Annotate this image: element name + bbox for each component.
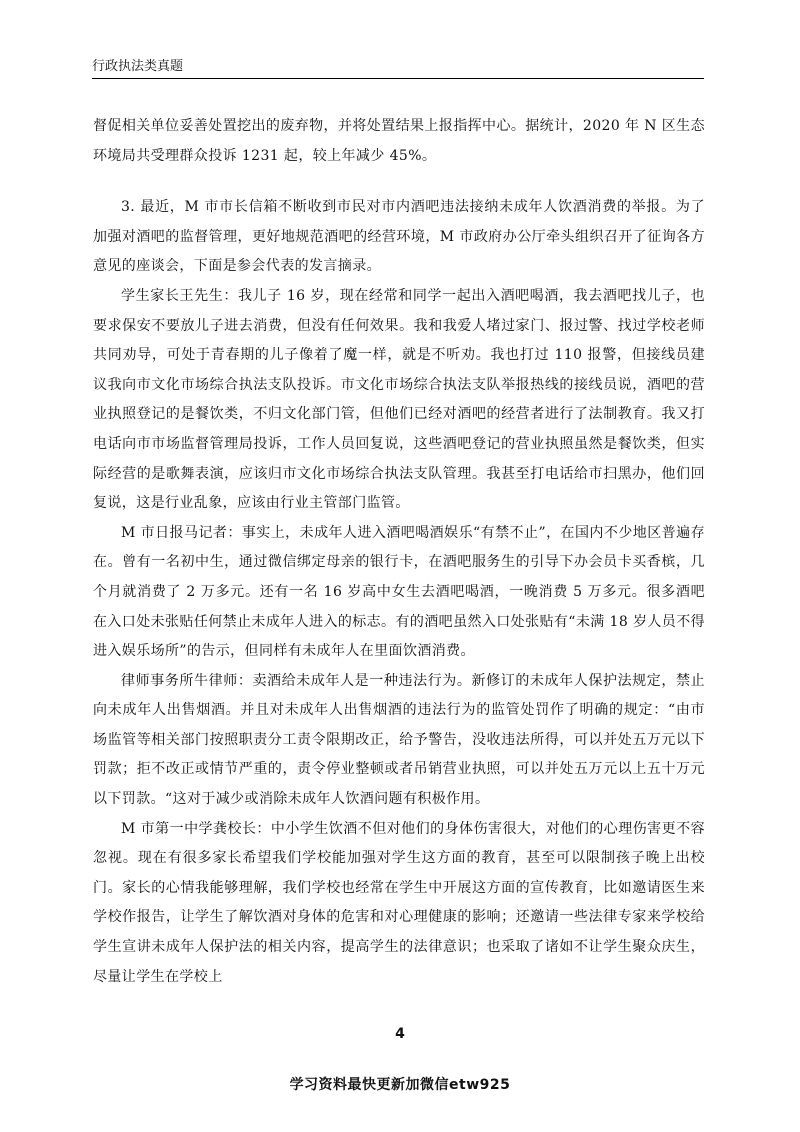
paragraph-question-3: 3. 最近，M 市市长信箱不断收到市民对市内酒吧违法接纳未成年人饮酒消费的举报。为了加强对酒吧的监督管理，更好地规范酒吧的经营环境，M 市政府办公厅牵头组织召开了征询各方意见的座谈会，下面是参会代表的发言摘录。 (93, 199, 705, 275)
page-header (92, 55, 704, 79)
paragraph-reporter-ma: M 市日报马记者：事实上，未成年人进入酒吧喝酒娱乐“有禁不止”，在国内不少地区普遍存在。曾有一名初中生，通过微信绑定母亲的银行卡，在酒吧服务生的引导下办会员卡买香槟，几个月就消费了 2 万多元。还有一名 16 岁高中女生去酒吧喝酒，一晚消费 5 万多元。很多酒吧在入口处未张贴任何禁止未成年人进入的标志。有的酒吧虽然入口处张贴有“未满 18 岁人员不得进入娱乐场所”的告示，但同样有未成年人在里面饮酒消费。 (93, 524, 705, 660)
paragraph-lawyer-niu: 律师事务所牛律师：卖酒给未成年人是一种违法行为。新修订的未成年人保护法规定，禁止向未成年人出售烟酒。并且对未成年人出售烟酒的违法行为的监管处罚作了明确的规定：“由市场监管等相关部门按照职责分工责令限期改正，给予警告，没收违法所得，可以并处五万元以下罚款；拒不改正或情节严重的，责令停业整顿或者吊销营业执照，可以并处五万元以上五十万元以下罚款。“这对于减少或消除未成年人饮酒问题有积极作用。 (93, 672, 705, 808)
paragraph-continuation: 督促相关单位妥善处置挖出的废弃物，并将处置结果上报指挥中心。据统计，2020 年 N 区生态环境局共受理群众投诉 1231 起，较上年减少 45%。 (93, 118, 705, 164)
paragraph-gap (93, 171, 705, 193)
footer-note: 学习资料最快更新加微信etw925 (289, 1077, 511, 1093)
page-number: 4 (395, 1026, 405, 1042)
paragraph-parent-wang: 学生家长王先生：我儿子 16 岁，现在经常和同学一起出入酒吧喝酒，我去酒吧找儿子，也要求保安不要放儿子进去消费，但没有任何效果。我和我爱人堵过家门、报过警、找过学校老师共同劝导，可处于青春期的儿子像着了魔一样，就是不听劝。我也打过 110 报警，但接线员建议我向市文化市场综合执法支队投诉。市文化市场综合执法支队举报热线的接线员说，酒吧的营业执照登记的是餐饮类，不归文化部门管，但他们已经对酒吧的经营者进行了法制教育。我又打电话向市市场监督管理局投诉，工作人员回复说，这些酒吧登记的营业执照虽然是餐饮类，但实际经营的是歌舞表演，应该归市文化市场综合执法支队管理。我甚至打电话给市扫黑办，他们回复说，这是行业乱象，应该由行业主管部门监管。 (93, 287, 705, 512)
document-body (93, 112, 705, 992)
paragraph-principal-gong: M 市第一中学龚校长：中小学生饮酒不但对他们的身体伤害很大，对他们的心理伤害更不容忽视。现在有很多家长希望我们学校能加强对学生这方面的教育，甚至可以限制孩子晚上出校门。家长的心情我能够理解，我们学校也经常在学生中开展这方面的宣传教育，比如邀请医生来学校作报告，让学生了解饮酒对身体的危害和对心理健康的影响；还邀请一些法律专家来学校给学生宣讲未成年人保护法的相关内容，提高学生的法律意识；也采取了诸如不让学生聚众庆生，尽量让学生在学校上 (93, 820, 705, 985)
header-title: 行政执法类真题 (92, 59, 184, 74)
